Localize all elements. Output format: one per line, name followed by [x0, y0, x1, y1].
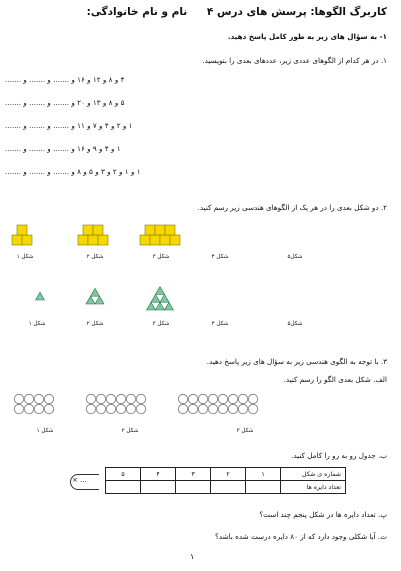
table-cell: ۲	[211, 468, 246, 481]
block-label-3: شکل ۳	[152, 254, 170, 260]
block-figure-3	[140, 225, 180, 245]
circle	[14, 394, 23, 403]
circle	[198, 404, 207, 413]
block	[150, 235, 160, 245]
circle	[14, 404, 23, 413]
circle-figure-3	[178, 394, 257, 413]
triangle-label-2: شکل ۲	[86, 321, 104, 327]
table-side-note: × ...	[72, 476, 87, 484]
sequence-1: ۴ و ۸ و ۱۲ و ۱۶ و ....... و ....... و .......	[5, 75, 125, 84]
block	[145, 225, 155, 235]
table-header-circle-count: تعداد دایره ها	[281, 481, 346, 494]
triangle	[151, 294, 160, 302]
circle	[136, 404, 145, 413]
table-row	[106, 481, 346, 494]
block	[12, 235, 22, 245]
circle	[208, 394, 217, 403]
sequence-4: ۱ و ۴ و ۹ و ۱۶ و ....... و ....... و .......	[5, 144, 121, 153]
question-3: ۳. با توجه به الگوی هندسی زیر به سؤال های زیر پاسخ دهید.	[206, 357, 387, 366]
circle	[218, 404, 227, 413]
circle	[178, 404, 187, 413]
table-cell: ۳	[176, 468, 211, 481]
block	[98, 235, 108, 245]
table-row	[106, 468, 346, 481]
block	[78, 235, 88, 245]
circle	[248, 404, 257, 413]
block	[93, 225, 103, 235]
circle	[126, 404, 135, 413]
circle	[198, 394, 207, 403]
question-3d: ت. آیا شکلی وجود دارد که از ۸۰ دایره درست شده باشد؟	[215, 532, 387, 541]
circle	[24, 394, 33, 403]
answer-cell[interactable]	[141, 481, 176, 494]
page-number: ۱	[190, 552, 195, 561]
circle	[106, 404, 115, 413]
circle	[178, 394, 187, 403]
question-1: ۱. در هر کدام از الگوهای عددی زیر، عددهای بعدی را بنویسید.	[202, 56, 387, 65]
circle	[44, 404, 53, 413]
circle	[86, 394, 95, 403]
triangle-figure-1	[36, 292, 45, 300]
circle-figure-1	[14, 394, 53, 413]
circle	[136, 394, 145, 403]
triangle	[86, 296, 95, 304]
circle	[116, 394, 125, 403]
block-label-4: شکل ۴	[211, 254, 229, 260]
triangle-label-1: شکل ۱	[28, 321, 46, 327]
circle	[24, 404, 33, 413]
triangle-label-3: شکل ۳	[152, 321, 170, 327]
circle	[248, 394, 257, 403]
block	[83, 225, 93, 235]
triangle	[95, 296, 104, 304]
circle-label-2: شکل ۲	[121, 428, 139, 434]
title-main: کاربرگ الگوها: پرسش های درس ۴	[206, 6, 387, 18]
circle	[208, 404, 217, 413]
circle	[44, 394, 53, 403]
block-label-5: شکل۵	[287, 254, 303, 260]
block-label-2: شکل ۲	[86, 254, 104, 260]
circle-figure-2	[86, 394, 145, 413]
circle	[238, 404, 247, 413]
triangle-label-4: شکل ۴	[211, 321, 229, 327]
circle	[218, 394, 227, 403]
answer-cell[interactable]	[106, 481, 141, 494]
sequence-3: ۱ و ۲ و ۴ و ۷ و ۱۱ و ....... و ....... و .......	[5, 121, 133, 130]
table-header-shape-number: شماره ی شکل	[281, 468, 346, 481]
table-cell: ۱	[246, 468, 281, 481]
block-label-1: شکل ۱	[16, 254, 34, 260]
triangle	[91, 288, 100, 296]
block	[170, 235, 180, 245]
block	[160, 235, 170, 245]
triangle	[156, 287, 165, 295]
table-cell: ۴	[141, 468, 176, 481]
block-figure-1	[12, 225, 32, 245]
triangle	[165, 302, 174, 310]
answer-cell[interactable]	[211, 481, 246, 494]
question-3c: پ. تعداد دایره ها در شکل پنجم چند است؟	[259, 510, 387, 519]
circle	[238, 394, 247, 403]
circle	[228, 404, 237, 413]
block-figure-2	[78, 225, 108, 245]
triangle	[156, 302, 165, 310]
triangle-label-5: شکل۵	[287, 321, 303, 327]
title-name-field: نام و نام خانوادگی:	[86, 6, 188, 18]
circle	[34, 394, 43, 403]
block	[22, 235, 32, 245]
circle-label-1: شکل ۱	[36, 428, 54, 434]
block	[17, 225, 27, 235]
circle	[86, 404, 95, 413]
triangle	[147, 302, 156, 310]
question-3b: ب. جدول رو به رو را کامل کنید.	[291, 451, 387, 460]
question-3a: الف. شکل بعدی الگو را رسم کنید.	[283, 375, 387, 384]
triangle	[36, 292, 45, 300]
block	[88, 235, 98, 245]
circle	[188, 404, 197, 413]
block	[140, 235, 150, 245]
question-2: ۲. دو شکل بعدی را در هر یک از الگوهای هندسی زیر رسم کنید.	[197, 203, 387, 212]
circle	[96, 394, 105, 403]
circle	[34, 404, 43, 413]
pattern-table	[105, 467, 346, 494]
block	[155, 225, 165, 235]
sequence-5: ۱ و ۱ و ۲ و ۳ و ۵ و ۸ و ....... و ....... و .......	[5, 167, 141, 176]
circle	[188, 394, 197, 403]
circle	[96, 404, 105, 413]
answer-cell[interactable]	[246, 481, 281, 494]
table-cell: ۵	[106, 468, 141, 481]
circle-label-3: شکل ۳	[236, 428, 254, 434]
triangle-figure-2	[86, 288, 104, 304]
sequence-2: ۵ و ۸ و ۱۳ و ۲۰ و ....... و ....... و .......	[5, 98, 125, 107]
triangle-figure-3	[147, 287, 174, 310]
section-heading: ۱- به سؤال های زیر به طور کامل پاسخ دهید.	[227, 32, 387, 41]
triangle	[160, 294, 169, 302]
block	[165, 225, 175, 235]
circle	[116, 404, 125, 413]
circle	[228, 394, 237, 403]
circle	[126, 394, 135, 403]
circle	[106, 394, 115, 403]
answer-cell[interactable]	[176, 481, 211, 494]
